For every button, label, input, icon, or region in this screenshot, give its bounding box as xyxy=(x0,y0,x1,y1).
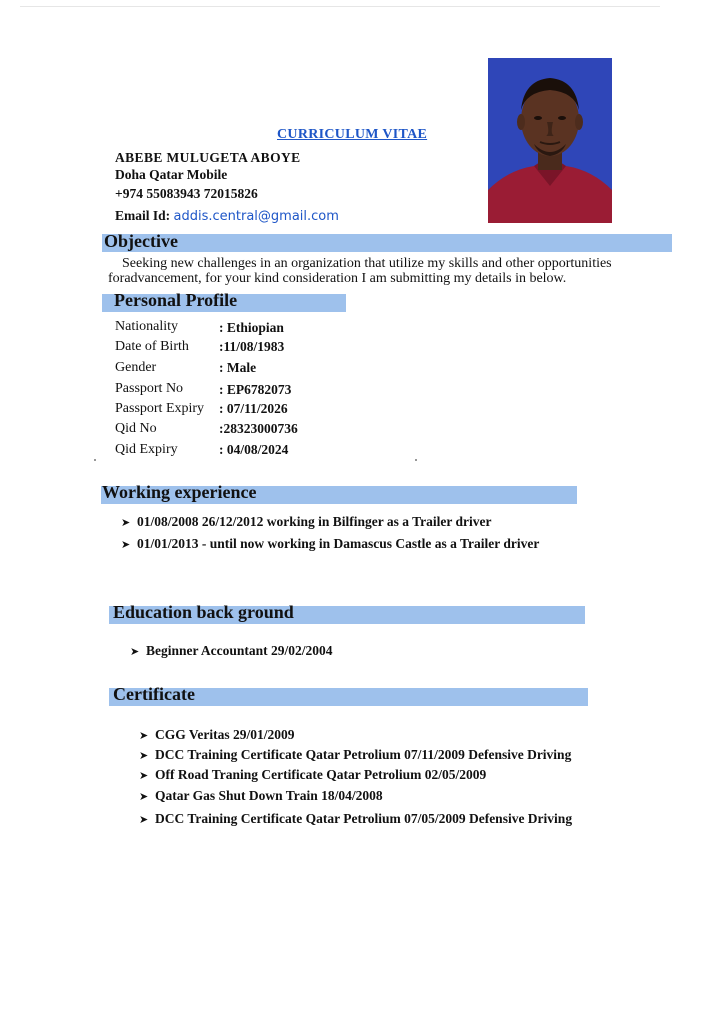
education-item-text: Beginner Accountant 29/02/2004 xyxy=(146,643,333,658)
candidate-phone: +974 55083943 72015826 xyxy=(115,186,258,201)
certificate-item-text: Qatar Gas Shut Down Train 18/04/2008 xyxy=(155,788,383,803)
arrow-bullet-icon: ➤ xyxy=(139,813,149,826)
work-item-text: 01/01/2013 - until now working in Damascus Castle as a Trailer driver xyxy=(137,536,540,551)
page-edge-line xyxy=(20,6,660,7)
profile-value: : Ethiopian xyxy=(219,320,284,335)
scan-speck xyxy=(94,459,96,461)
certificate-item xyxy=(139,767,486,783)
work-item-text: 01/08/2008 26/12/2012 working in Bilfinger as a Trailer driver xyxy=(137,514,492,529)
profile-photo xyxy=(488,58,612,223)
candidate-location: Doha Qatar Mobile xyxy=(115,167,228,182)
objective-heading-band xyxy=(102,234,672,252)
email-label: Email Id: xyxy=(115,208,174,223)
profile-heading: Personal Profile xyxy=(114,290,238,310)
certificate-item-text: DCC Training Certificate Qatar Petrolium 07/05/2009 Defensive Driving xyxy=(155,811,573,826)
certificate-item xyxy=(139,747,571,763)
certificate-item xyxy=(139,727,295,743)
document-title: CURRICULUM VITAE xyxy=(277,127,428,142)
profile-value: : Male xyxy=(219,360,257,375)
profile-value: :28323000736 xyxy=(219,421,298,436)
profile-label: Passport Expiry xyxy=(115,401,205,416)
arrow-bullet-icon: ➤ xyxy=(121,516,131,529)
profile-label: Qid No xyxy=(115,421,157,436)
work-item xyxy=(121,536,539,552)
work-item xyxy=(121,514,492,530)
profile-label: Nationality xyxy=(115,319,178,334)
certificate-item xyxy=(139,811,572,827)
certificate-item-text: DCC Training Certificate Qatar Petrolium 07/11/2009 Defensive Driving xyxy=(155,747,572,762)
arrow-bullet-icon: ➤ xyxy=(139,749,149,762)
certificate-item xyxy=(139,788,383,804)
certificate-heading: Certificate xyxy=(113,684,195,704)
arrow-bullet-icon: ➤ xyxy=(139,729,149,742)
scan-speck xyxy=(415,459,417,461)
work-heading: Working experience xyxy=(102,482,257,502)
profile-value: : 07/11/2026 xyxy=(219,401,288,416)
candidate-name: ABEBE MULUGETA ABOYE xyxy=(115,150,301,165)
profile-value: :11/08/1983 xyxy=(219,339,285,354)
profile-value: : 04/08/2024 xyxy=(219,442,289,457)
objective-text-line-1: Seeking new challenges in an organization that utilize my skills and other opportunities xyxy=(122,256,612,271)
education-item xyxy=(130,643,333,659)
education-heading: Education back ground xyxy=(113,602,294,622)
arrow-bullet-icon: ➤ xyxy=(130,645,140,658)
certificate-item-text: CGG Veritas 29/01/2009 xyxy=(155,727,295,742)
profile-label: Passport No xyxy=(115,381,184,396)
profile-label: Date of Birth xyxy=(115,339,189,354)
arrow-bullet-icon: ➤ xyxy=(139,790,149,803)
objective-text-line-2: foradvancement, for your kind consideration I am submitting my details in below. xyxy=(108,271,567,286)
certificate-item-text: Off Road Traning Certificate Qatar Petrolium 02/05/2009 xyxy=(155,767,487,782)
candidate-email-line xyxy=(115,208,339,224)
arrow-bullet-icon: ➤ xyxy=(139,769,149,782)
arrow-bullet-icon: ➤ xyxy=(121,538,131,551)
email-link[interactable]: addis.central@gmail.com xyxy=(173,209,339,224)
profile-value: : EP6782073 xyxy=(219,382,292,397)
profile-label: Qid Expiry xyxy=(115,442,178,457)
profile-label: Gender xyxy=(115,360,157,375)
objective-heading: Objective xyxy=(104,231,178,251)
